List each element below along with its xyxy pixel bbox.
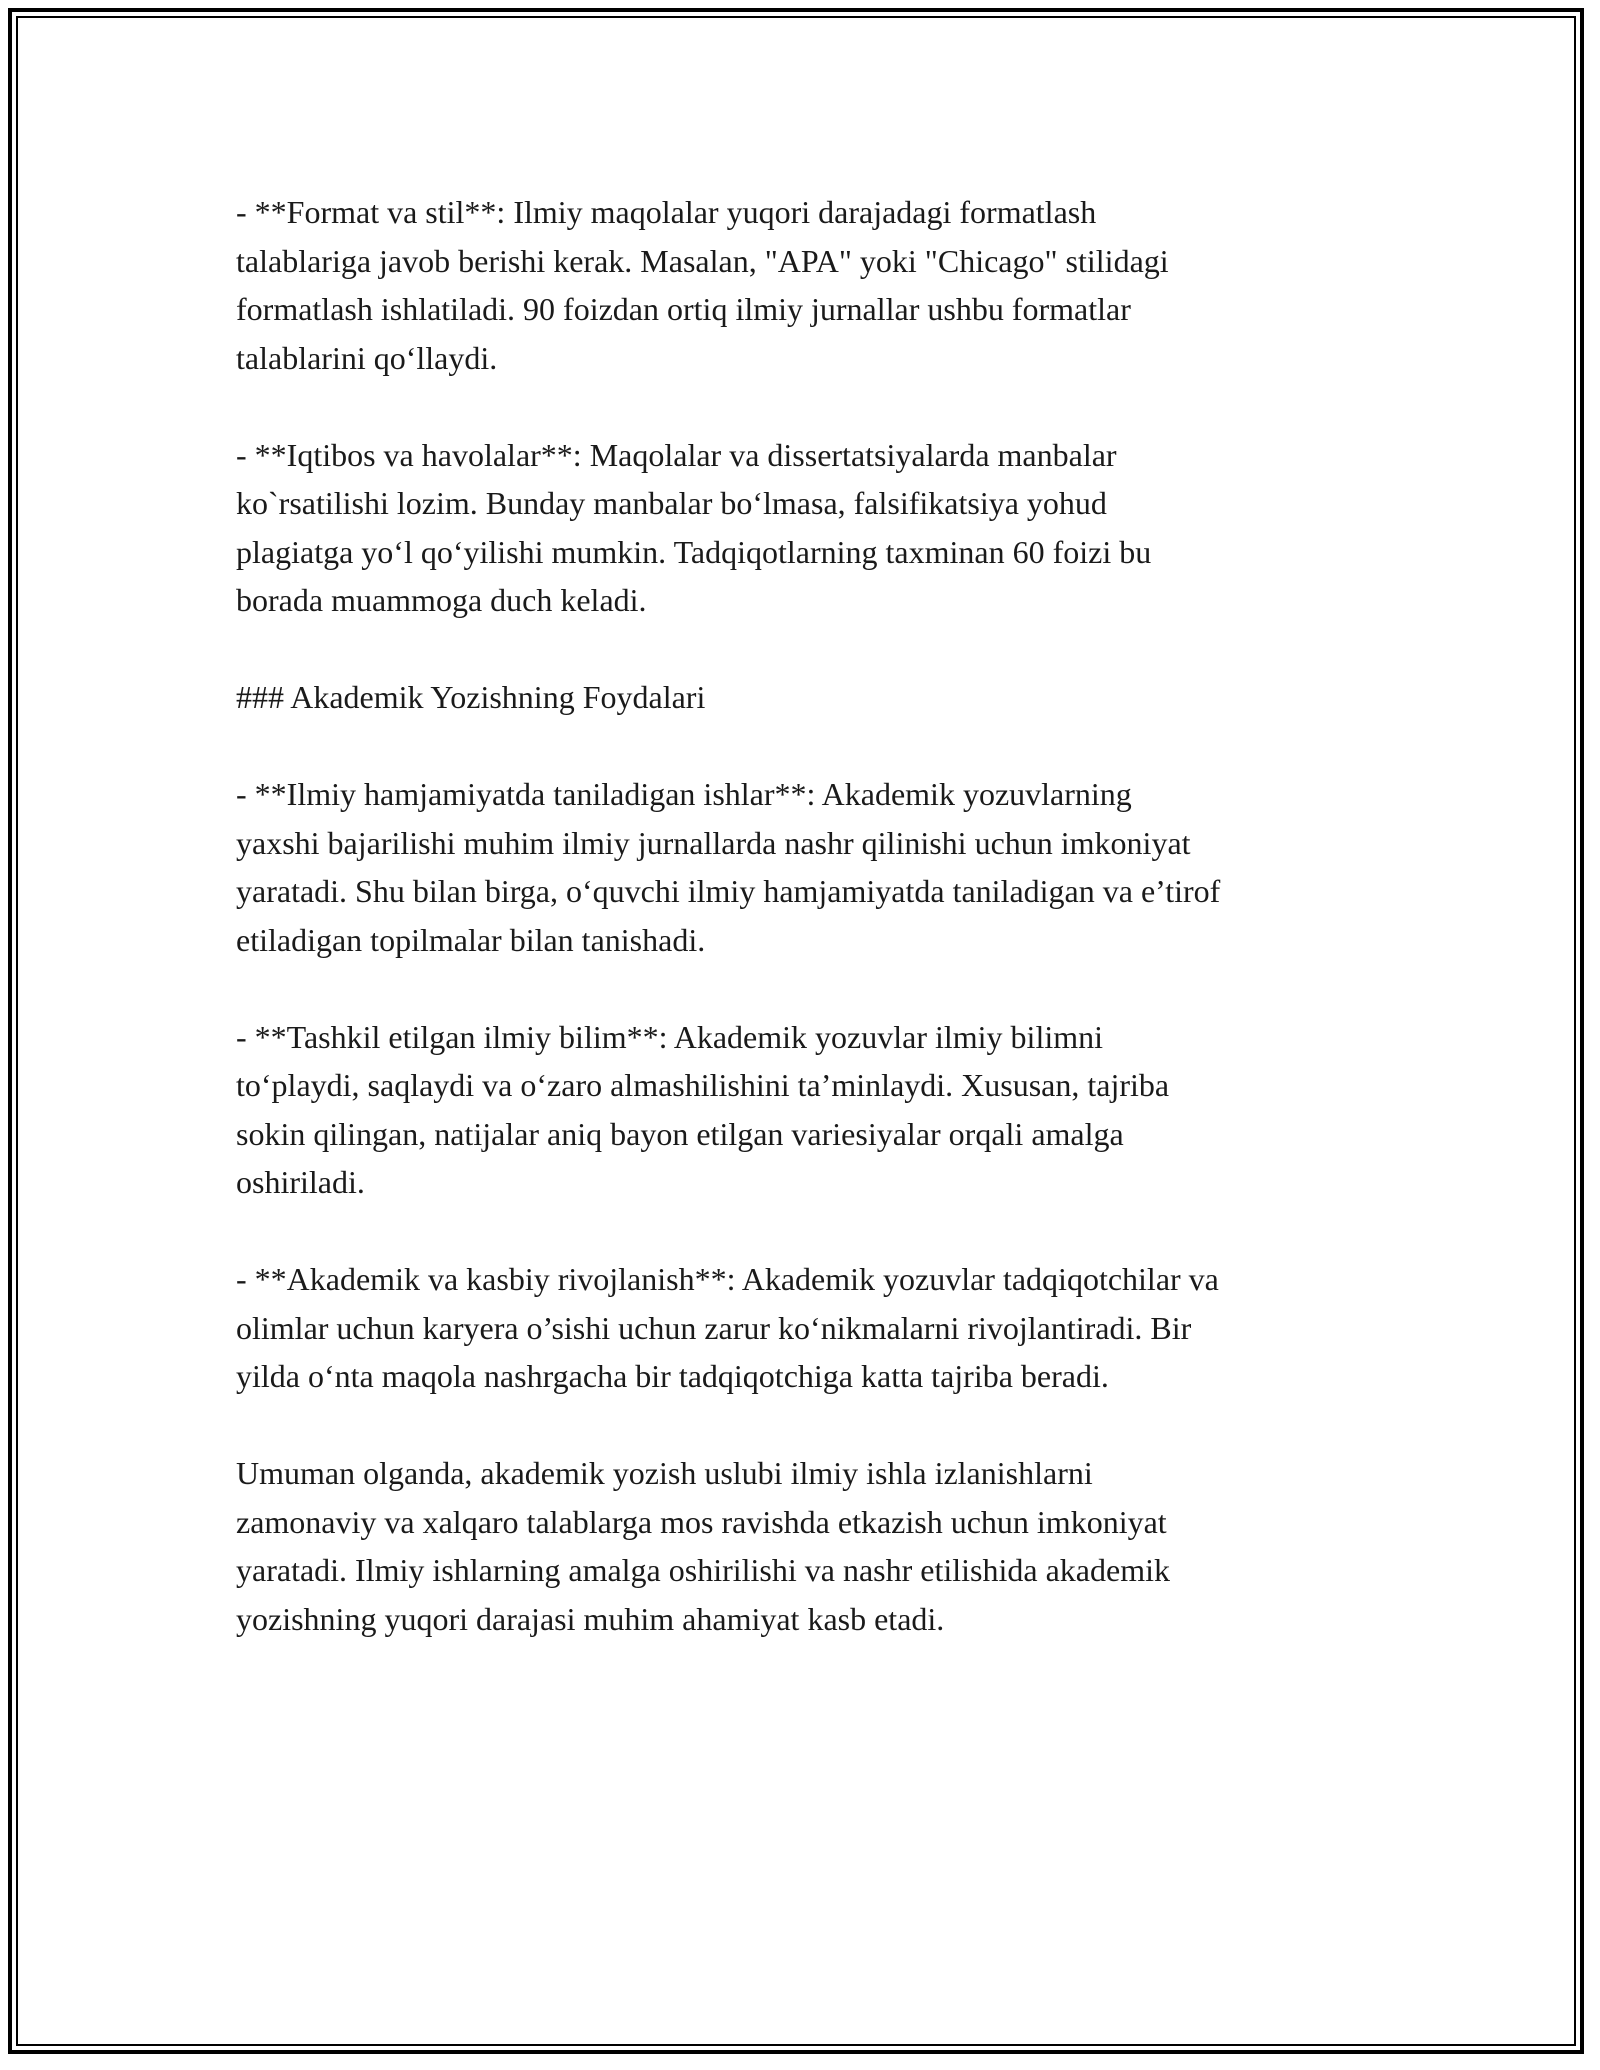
paragraph-tashkil-etilgan-bilim: - **Tashkil etilgan ilmiy bilim**: Akademik yozuvlar ilmiy bilimni to‘playdi, saqlaydi va o‘zaro almashilishini ta’minlaydi. Xususan, tajriba sokin qilingan, natijalar aniq bayon etilgan variesiyalar orqali amalga oshiriladi.: [236, 1018, 1170, 1200]
paragraph-akademik-rivojlanish: - **Akademik va kasbiy rivojlanish**: Akademik yozuvlar tadqiqotchilar va olimlar uchun karyera o’sishi uchun zarur ko‘nikmalarni rivojlantiradi. Bir yilda o‘nta maqola nashrgacha bir tadqiqotchiga katta tajriba beradi.: [236, 1261, 1219, 1394]
paragraph-format-va-stil: - **Format va stil**: Ilmiy maqolalar yuqori darajadagi formatlash talablariga javob berishi kerak. Masalan, "APA" yoki "Chicago" stilidagi formatlash ishlatiladi. 90 foizdan ortiq ilmiy jurnallar ushbu formatlar talablarini qo‘llaydi.: [236, 194, 1169, 376]
paragraph-ilmiy-hamjamiyat: - **Ilmiy hamjamiyatda taniladigan ishlar**: Akademik yozuvlarning yaxshi bajarilishi muhim ilmiy jurnallarda nashr qilinishi uchun imkoniyat yaratadi. Shu bilan birga, o‘quvchi ilmiy hamjamiyatda taniladigan va e’tirof etiladigan topilmalar bilan tanishadi.: [236, 776, 1221, 958]
document-body: [236, 188, 1386, 1643]
paragraph-conclusion: Umuman olganda, akademik yozish uslubi ilmiy ishla izlanishlarni zamonaviy va xalqaro talablarga mos ravishda etkazish uchun imkoniyat yaratadi. Ilmiy ishlarning amalga oshirilishi va nashr etilishida akademik yozishning yuqori darajasi muhim ahamiyat kasb etadi.: [236, 1455, 1170, 1637]
paragraph-iqtibos-va-havolalar: - **Iqtibos va havolalar**: Maqolalar va dissertatsiyalarda manbalar ko`rsatilishi lozim. Bunday manbalar bo‘lmasa, falsifikatsiya yohud plagiatga yo‘l qo‘yilishi mumkin. Tadqiqotlarning taxminan 60 foizi bu borada muammoga duch keladi.: [236, 436, 1152, 618]
section-heading: ### Akademik Yozishning Foydalari: [236, 679, 706, 715]
